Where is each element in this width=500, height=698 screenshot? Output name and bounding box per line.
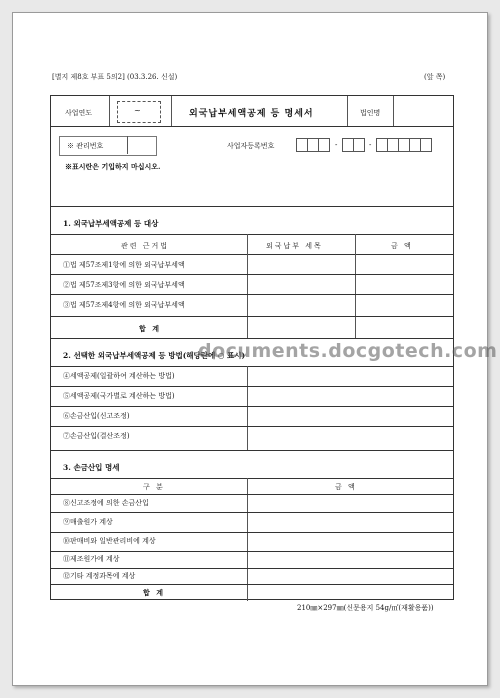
col-amount: 금 액	[391, 242, 413, 250]
col-legal-basis: 관련 근거법	[121, 242, 170, 250]
section3-total: 합 계	[143, 588, 165, 597]
col-amount: 금 액	[335, 483, 357, 491]
biz-no-part2[interactable]	[343, 138, 365, 152]
section1-total: 합 계	[139, 324, 161, 333]
business-registration-label: 사업자등록번호	[227, 142, 275, 150]
table-row: ⑪제조원가에 계상	[63, 555, 120, 563]
management-number-label: ※ 관리번호	[67, 142, 104, 150]
section2-heading: 2. 선택한 외국납부세액공제 등 방법(해당란에 ○ 표시)	[63, 351, 246, 360]
year-separator: ~	[134, 106, 141, 115]
section1-heading: 1. 외국납부세액공제 등 대상	[63, 219, 159, 228]
table-row: ⑩판매비와 일반관리비에 계상	[63, 537, 156, 545]
table-row: ③법 제57조제4항에 의한 외국납부세액	[63, 301, 185, 309]
table-row: ⑨매출원가 계상	[63, 518, 113, 526]
business-year-label: 사업연도	[65, 109, 93, 117]
col-category: 구 분	[143, 483, 165, 491]
notice-text: ※표시란은 기입하지 마십시오.	[65, 162, 161, 171]
list-item: ④세액공제(일괄하여 계산하는 방법)	[63, 372, 175, 380]
table-row: ⑧신고조정에 의한 손금산입	[63, 499, 149, 507]
table-row: ②법 제57조제3항에 의한 외국납부세액	[63, 281, 185, 289]
form-title: 외국납부세액공제 등 명세서	[189, 109, 314, 119]
corporation-name-field[interactable]	[399, 101, 451, 123]
page-side-label: (앞 쪽)	[424, 73, 446, 81]
list-item: ⑦손금산입(결산조정)	[63, 432, 130, 440]
watermark: documents.docgotech.com	[198, 340, 498, 362]
section3-heading: 3. 손금산입 명세	[63, 463, 120, 472]
corporation-name-label: 법인명	[360, 109, 381, 117]
list-item: ⑤세액공제(국가별로 계산하는 방법)	[63, 392, 175, 400]
table-row: ①법 제57조제1항에 의한 외국납부세액	[63, 261, 185, 269]
list-item: ⑥손금산입(신고조정)	[63, 412, 130, 420]
col-foreign-tax-item: 외국납부 세목	[266, 242, 323, 250]
tax-form: 사업연도 ~ 외국납부세액공제 등 명세서 법인명 ※ 관리번호 사업자등록번호 - - ※표시란은 기입하지 마십시오. 1. 외국납부세액공제 등 대상 관련 근거법 외국납부 세목 금 액 ①법 제57조제1항에 의한 외국납부세액 ②법 제57조제3항에 의한 외국납부세액 ③법 제57조제4항에 의한 외국납부세액 합 계 2. 선택한 외국납부세액공제 등 방법(해당란에 ○ 표시) ④세액공제(일괄하여 계산하는 방법) ⑤세액공제(국가별로 계산하는 방법) ⑥손금산입(신고조정) ⑦손금산입(결산조정) 3. 손금산입 명세 구 분 금 액 ⑧신고조정에 의한 손금산입 ⑨매출원가 계상 ⑩판매비와 일반관리비에 계상 ⑪제조원가에 계상 ⑫기타 계정과목에 계상 합 계	[50, 95, 454, 600]
paper-spec: 210㎜×297㎜(신문용지 54g/㎡(재활용품))	[297, 604, 434, 612]
form-reference: [별지 제8호 부표 5의2] (03.3.26. 신설)	[52, 73, 178, 81]
biz-no-part1[interactable]	[297, 138, 330, 152]
table-row: ⑫기타 계정과목에 계상	[63, 572, 136, 580]
biz-no-part3[interactable]	[377, 138, 432, 152]
